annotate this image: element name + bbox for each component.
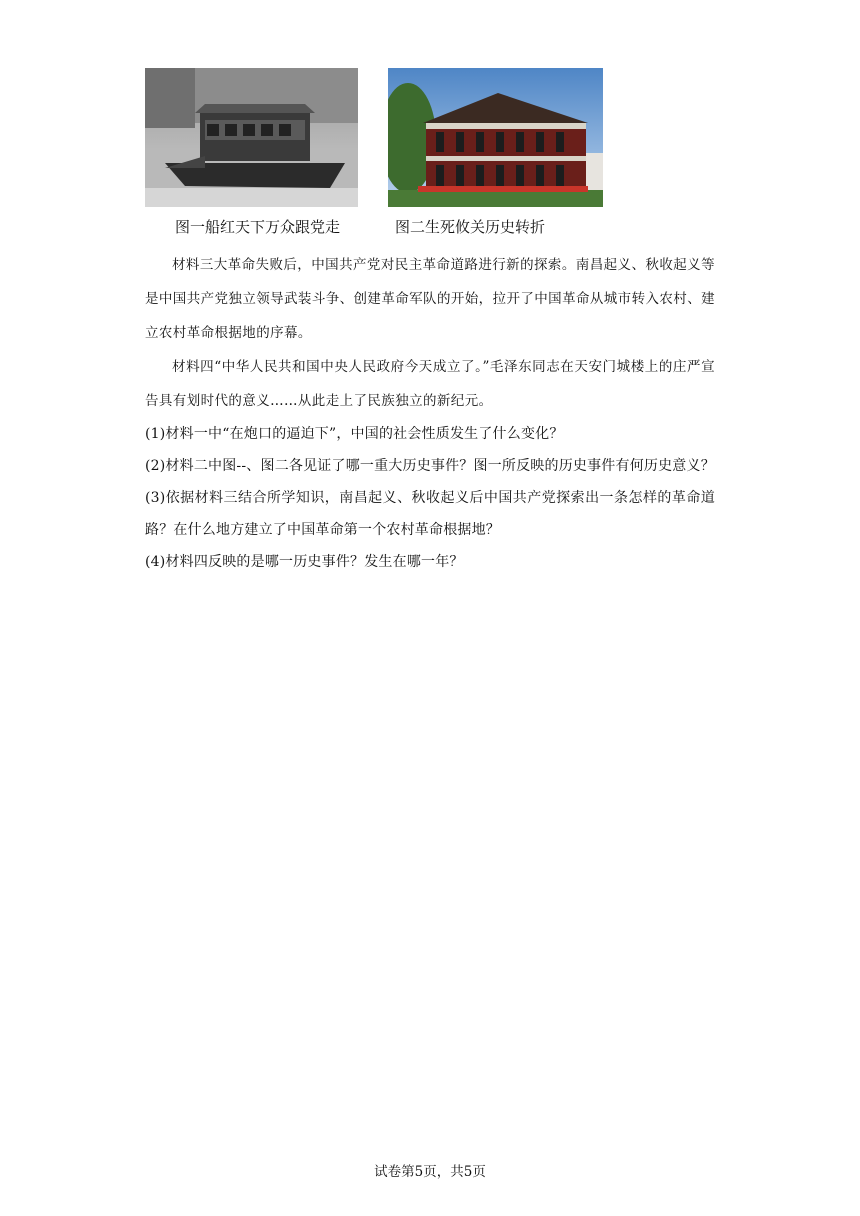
boat-photo <box>145 68 358 207</box>
question-1: (1)材料一中“在炮口的逼迫下”，中国的社会性质发生了什么变化？ <box>145 426 564 442</box>
material-3: 材料三大革命失败后，中国共产党对民主革命道路进行新的探索。南昌起义、秋收起义等是中国共产党独立领导武装斗争、创建革命军队的开始，拉开了中国革命从城市转入农村、建立农村革命根据地的序幕。 <box>145 257 715 341</box>
material-4: 材料四“中华人民共和国中央人民政府今天成立了。”毛泽东同志在天安门城楼上的庄严宣告具有划时代的意义……从此走上了民族独立的新纪元。 <box>145 359 715 409</box>
question-3: (3)依据材料三结合所学知识，南昌起义、秋收起义后中国共产党探索出一条怎样的革命道路？在什么地方建立了中国革命第一个农村革命根据地？ <box>145 490 715 538</box>
exam-content <box>145 248 715 578</box>
page-footer: 试卷第5页，共5页 <box>374 1164 486 1180</box>
figure-2-number: 图二 <box>395 218 426 236</box>
figure-2-title: 生死攸关历史转折 <box>425 218 546 236</box>
figure-1-caption <box>175 216 340 237</box>
figure-row <box>145 68 605 236</box>
question-2: (2)材料二中图--、图二各见证了哪一重大历史事件？图一所反映的历史事件有何历史意义？ <box>145 458 715 474</box>
building-photo <box>388 68 603 207</box>
figure-1-number: 图一 <box>175 218 206 236</box>
figure-1-title: 船红天下万众跟党走 <box>205 218 341 236</box>
question-4: (4)材料四反映的是哪一历史事件？发生在哪一年？ <box>145 554 464 570</box>
figure-2-caption <box>395 216 545 237</box>
